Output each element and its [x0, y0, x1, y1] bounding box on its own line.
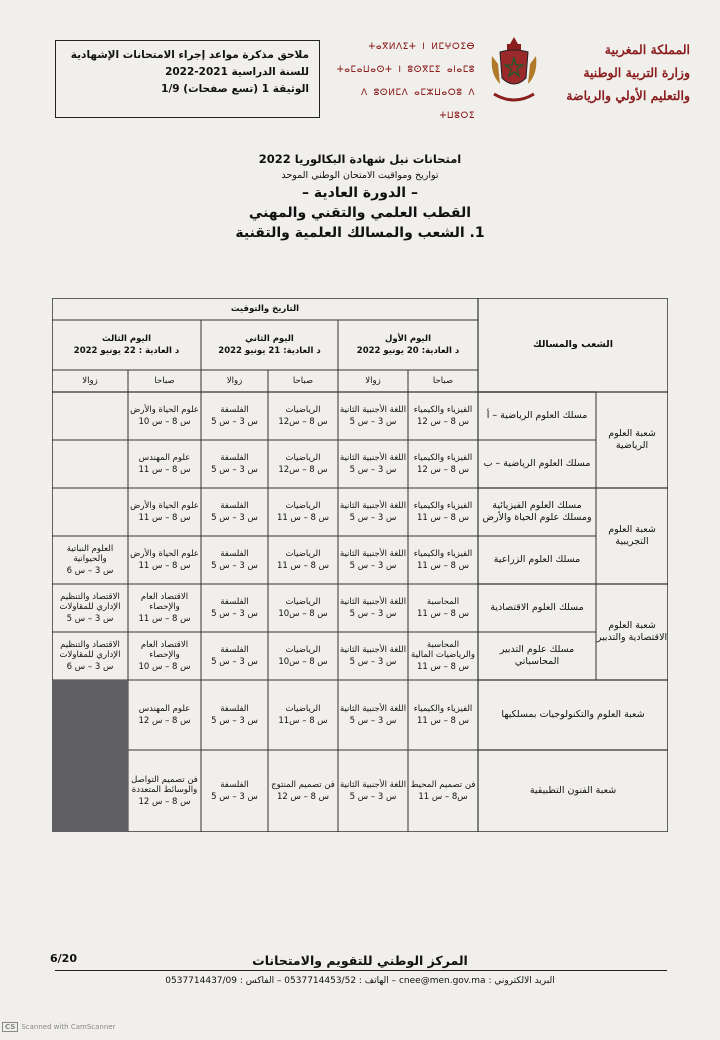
stream-name: مسلك العلوم الزراعية: [493, 554, 581, 565]
day-header-1: [338, 320, 478, 370]
time-slot: س 3 – س 5: [211, 715, 258, 726]
time-slot: س 8 – س 11: [276, 560, 330, 571]
annex-line-1: ملاحق مذكرة مواعد إجراء الامتحانات الإشهادية: [70, 49, 309, 61]
exam-cell: [52, 536, 128, 584]
exam-title: امتحانات نيل شهادة البكالوريا 2022: [258, 152, 462, 166]
slot-header: [128, 370, 201, 392]
stream-cell: [478, 392, 596, 440]
stream-name: مسلك العلوم الاقتصادية: [490, 602, 584, 613]
day-name: اليوم الثاني: [245, 334, 294, 344]
exam-cell: [128, 632, 201, 680]
time-slot: س 3 – س 5: [66, 613, 114, 624]
subject: فن تصميم التواصل والوسائط المتعددة: [131, 774, 198, 796]
time-slot: س 3 – س 5: [349, 416, 397, 427]
header-streams: [478, 298, 668, 392]
day-header-2: [201, 320, 338, 370]
exam-cell: [201, 392, 268, 440]
exam-cell: [268, 680, 338, 750]
time-slot: س8 – س 11: [418, 791, 468, 802]
time-slot: س 8 – س 12: [276, 791, 330, 802]
footer-contact: البريد الالكتروني : cnee@men.gov.ma – الهاتف : 0537714453/52 – الفاكس : 0537714437/09: [165, 976, 555, 986]
exam-cell: [268, 392, 338, 440]
subject: علوم الحياة والأرض: [130, 405, 199, 415]
morning-label: صباحا: [154, 375, 175, 386]
time-slot: س 3 – س 5: [349, 715, 397, 726]
ministry-tifinagh: [335, 36, 475, 128]
afternoon-label: زوالا: [82, 375, 98, 386]
session-title: – الدورة العادية –: [302, 185, 418, 201]
exam-cell: [338, 750, 408, 832]
subject: علوم المهندس: [138, 453, 191, 463]
time-slot: س 8 – س 12: [416, 416, 470, 427]
exam-cell: [128, 488, 201, 536]
section-title: 1. الشعب والمسالك العلمية والتقنية: [235, 225, 485, 241]
time-slot: س 8 – س11: [278, 715, 328, 726]
stream-name: مسلك العلوم الفيزيائية ومسلك علوم الحياة والأرض: [482, 500, 592, 523]
stream-name: مسلك العلوم الرياضية – ب: [483, 458, 591, 469]
subject: الرياضيات: [285, 501, 321, 511]
document-titles: [150, 152, 570, 241]
subject: الفيزياء والكيمياء: [413, 453, 473, 463]
subject: اللغة الأجنبية الثانية: [339, 645, 407, 655]
ministry-tif-3: ⴷ ⵓⵙⵍⵎⴷ ⴰⵎⵣⵡⴰⵔⵓ ⴷ ⵜⵡⵓⵔⵉ: [361, 88, 475, 121]
subject: اللغة الأجنبية الثانية: [339, 501, 407, 511]
header-date-time: [52, 298, 478, 320]
annex-line-3: الوثيقة 1 (تسع صفحات) 1/9: [161, 83, 309, 95]
time-slot: س 8 – س 12: [138, 796, 191, 807]
exam-cell: [338, 584, 408, 632]
subject: الاقتصاد العام والإحصاء: [140, 639, 189, 661]
stream-cell: [478, 536, 596, 584]
time-slot: س 8 – س 11: [138, 560, 191, 571]
time-slot: س 8 – س 12: [138, 715, 191, 726]
subject: الاقتصاد والتنظيم الإداري للمقاولات: [59, 591, 121, 613]
stream-cell: [478, 632, 596, 680]
subject: فن تصميم المنتوج: [271, 780, 335, 790]
camscanner-logo-icon: CS: [2, 1022, 18, 1032]
date-time-header: التاريخ والتوقيت: [230, 303, 300, 314]
exam-cell: [201, 680, 268, 750]
exam-schedule-table: [52, 298, 668, 832]
time-slot: س 8 – س 12: [416, 464, 470, 475]
page-number: 6/20: [50, 952, 77, 965]
afternoon-label: زوالا: [226, 375, 243, 386]
time-slot: س 8 – س 11: [138, 613, 191, 624]
ministry-ar-3: والتعليم الأولي والرياضة: [566, 88, 690, 103]
time-slot: س 3 – س 5: [211, 656, 258, 667]
day-date: د العادية: 20 يونيو 2022: [356, 345, 460, 356]
exam-cell: [338, 488, 408, 536]
slot-header: [408, 370, 478, 392]
time-slot: س 3 – س 5: [349, 791, 397, 802]
time-slot: س 8 – س 11: [416, 715, 470, 726]
slot-header: [268, 370, 338, 392]
stream-name: مسلك العلوم الرياضية – أ: [486, 410, 588, 421]
time-slot: س 8 – س10: [278, 608, 328, 619]
slot-header: [52, 370, 128, 392]
time-slot: س 3 – س 5: [211, 791, 258, 802]
exam-cell: [128, 440, 201, 488]
branch-cell: [596, 488, 668, 584]
exam-cell: [201, 632, 268, 680]
subject: الرياضيات: [285, 597, 321, 607]
exam-cell: [268, 584, 338, 632]
exam-cell: [338, 632, 408, 680]
exam-cell: [408, 750, 478, 832]
subject: الاقتصاد العام والإحصاء: [140, 591, 189, 613]
time-slot: س 8 – س 10: [138, 416, 191, 427]
subject: اللغة الأجنبية الثانية: [339, 597, 407, 607]
subject: الرياضيات: [285, 405, 321, 415]
subject: اللغة الأجنبية الثانية: [339, 549, 407, 559]
time-slot: س 8 – س 11: [416, 560, 470, 571]
day-name: اليوم الأول: [385, 334, 431, 344]
subject: الرياضيات: [285, 645, 321, 655]
time-slot: س 3 – س 6: [66, 565, 114, 576]
time-slot: س 8 – س 11: [138, 512, 191, 523]
subject: الفلسفة: [220, 597, 249, 607]
exam-cell: [128, 536, 201, 584]
streams-header: الشعب والمسالك: [533, 339, 613, 350]
time-slot: س 3 – س 5: [211, 512, 258, 523]
subject: فن تصميم المحيط: [410, 780, 476, 790]
exam-cell: [338, 440, 408, 488]
time-slot: س 8 – س10: [278, 656, 328, 667]
subject: الفلسفة: [220, 453, 249, 463]
pole-title: القطب العلمي والتقني والمهني: [248, 205, 472, 221]
exam-cell: [201, 488, 268, 536]
subject: اللغة الأجنبية الثانية: [339, 780, 407, 790]
branch-cell: [596, 392, 668, 488]
time-slot: س 8 – س 10: [138, 661, 191, 672]
footer-divider: [55, 970, 667, 971]
subject: اللغة الأجنبية الثانية: [339, 405, 407, 415]
branch-name: شعبة العلوم الاقتصادية والتدبير: [596, 620, 668, 643]
ministry-ar-1: المملكة المغربية: [604, 42, 690, 57]
day-date: د العادية : 22 يونيو 2022: [73, 345, 180, 356]
exam-cell: [201, 536, 268, 584]
subject: الفيزياء والكيمياء: [413, 501, 473, 511]
exam-cell: [408, 680, 478, 750]
annex-box: [55, 40, 320, 118]
exam-cell: [128, 392, 201, 440]
exam-cell: [338, 536, 408, 584]
ministry-arabic: [540, 38, 690, 107]
exam-cell: [52, 584, 128, 632]
subject: الرياضيات: [285, 704, 321, 714]
scanner-text: Scanned with CamScanner: [21, 1023, 116, 1031]
subject: الفلسفة: [220, 780, 249, 790]
time-slot: س 8 – س12: [278, 464, 328, 475]
subject: اللغة الأجنبية الثانية: [339, 704, 407, 714]
footer-center-name: المركز الوطني للتقويم والامتحانات: [252, 953, 468, 968]
branch-name: شعبة العلوم التجريبية: [608, 524, 656, 547]
exam-cell: [201, 750, 268, 832]
slot-header: [201, 370, 268, 392]
subject: علوم المهندس: [138, 704, 191, 714]
ministry-ar-2: وزارة التربية الوطنية: [583, 65, 690, 80]
time-slot: س 8 – س 11: [416, 661, 470, 672]
time-slot: س 3 – س 5: [211, 560, 258, 571]
exam-cell: [408, 488, 478, 536]
branch-cell: [596, 584, 668, 680]
exam-cell: [128, 750, 201, 832]
exam-cell: [128, 680, 201, 750]
subject: المحاسبة والرياضيات المالية: [411, 639, 475, 661]
stream-cell: [478, 584, 596, 632]
ministry-tif-1: ⵜⴰⴳⵍⴷⵉⵜ ⵏ ⵍⵎⵖⵔⵉⴱ: [368, 42, 475, 52]
day-name: اليوم الثالث: [101, 334, 152, 344]
branch-cell: [478, 750, 668, 832]
exam-cell: [408, 632, 478, 680]
exam-cell: [128, 584, 201, 632]
time-slot: س 3 – س 5: [349, 464, 397, 475]
exam-cell: [268, 440, 338, 488]
time-slot: س 3 – س 5: [349, 608, 397, 619]
stream-cell: [478, 488, 596, 536]
day-header-3: [52, 320, 201, 370]
day-date: د العادية: 21 يونيو 2022: [218, 345, 321, 356]
afternoon-label: زوالا: [365, 375, 381, 386]
branch-name: شعبة العلوم الرياضية: [608, 428, 656, 451]
subject: علوم الحياة والأرض: [130, 549, 199, 559]
subject: المحاسبة: [426, 597, 460, 607]
subject: الاقتصاد والتنظيم الإداري للمقاولات: [59, 639, 121, 661]
empty-shaded-cell: [52, 680, 128, 832]
time-slot: س 3 – س 5: [349, 512, 397, 523]
ministry-tif-2: ⵜⴰⵎⴰⵡⴰⵙⵜ ⵏ ⵓⵙⴳⵎⵉ ⴰⵏⴰⵎⵓ: [336, 65, 475, 75]
exam-subtitle: تواريخ ومواقيت الامتحان الوطني الموحد: [281, 170, 439, 181]
subject: الفيزياء والكيمياء: [413, 549, 473, 559]
exam-cell: [201, 584, 268, 632]
subject: الرياضيات: [285, 549, 321, 559]
subject: الفيزياء والكيمياء: [413, 704, 473, 714]
time-slot: س 3 – س 6: [66, 661, 114, 672]
slot-header: [338, 370, 408, 392]
subject: الفلسفة: [220, 704, 249, 714]
subject: الفلسفة: [220, 405, 249, 415]
time-slot: س 3 – س 5: [349, 560, 397, 571]
stream-name: مسلك علوم التدبير المحاسباتي: [499, 644, 575, 667]
subject: الفيزياء والكيمياء: [413, 405, 473, 415]
subject: الرياضيات: [285, 453, 321, 463]
time-slot: س 8 – س 11: [276, 512, 330, 523]
subject: اللغة الأجنبية الثانية: [339, 453, 407, 463]
time-slot: س 8 – س 11: [138, 464, 191, 475]
time-slot: س 3 – س 5: [211, 464, 258, 475]
time-slot: س 8 – س12: [278, 416, 328, 427]
subject: الفلسفة: [220, 501, 249, 511]
exam-cell: [201, 440, 268, 488]
subject: علوم الحياة والأرض: [130, 501, 199, 511]
exam-cell: [338, 392, 408, 440]
subject: الفلسفة: [220, 549, 249, 559]
exam-cell: [408, 584, 478, 632]
subject: العلوم النباتية والحيوانية: [66, 543, 114, 565]
time-slot: س 8 – س 11: [416, 512, 470, 523]
subject: الفلسفة: [220, 645, 249, 655]
morning-label: صباحا: [292, 375, 314, 386]
exam-cell: [408, 536, 478, 584]
exam-cell: [408, 440, 478, 488]
time-slot: س 3 – س 5: [349, 656, 397, 667]
exam-cell: [268, 750, 338, 832]
exam-cell: [52, 632, 128, 680]
morning-label: صباحا: [432, 375, 454, 386]
exam-cell: [408, 392, 478, 440]
exam-cell: [268, 632, 338, 680]
branch-name: شعبة الفنون التطبيقية: [529, 785, 617, 796]
exam-cell: [268, 488, 338, 536]
branch-name: شعبة العلوم والتكنولوجيات بمسلكيها: [501, 709, 645, 720]
time-slot: س 3 – س 5: [211, 608, 258, 619]
exam-cell: [268, 536, 338, 584]
scanner-watermark: [2, 1022, 115, 1032]
time-slot: س 8 – س 11: [416, 608, 470, 619]
coat-of-arms-emblem-icon: [488, 34, 540, 114]
annex-line-2: للسنة الدراسية 2021-2022: [165, 66, 309, 78]
exam-cell: [338, 680, 408, 750]
stream-cell: [478, 440, 596, 488]
time-slot: س 3 – س 5: [211, 416, 258, 427]
branch-cell: [478, 680, 668, 750]
